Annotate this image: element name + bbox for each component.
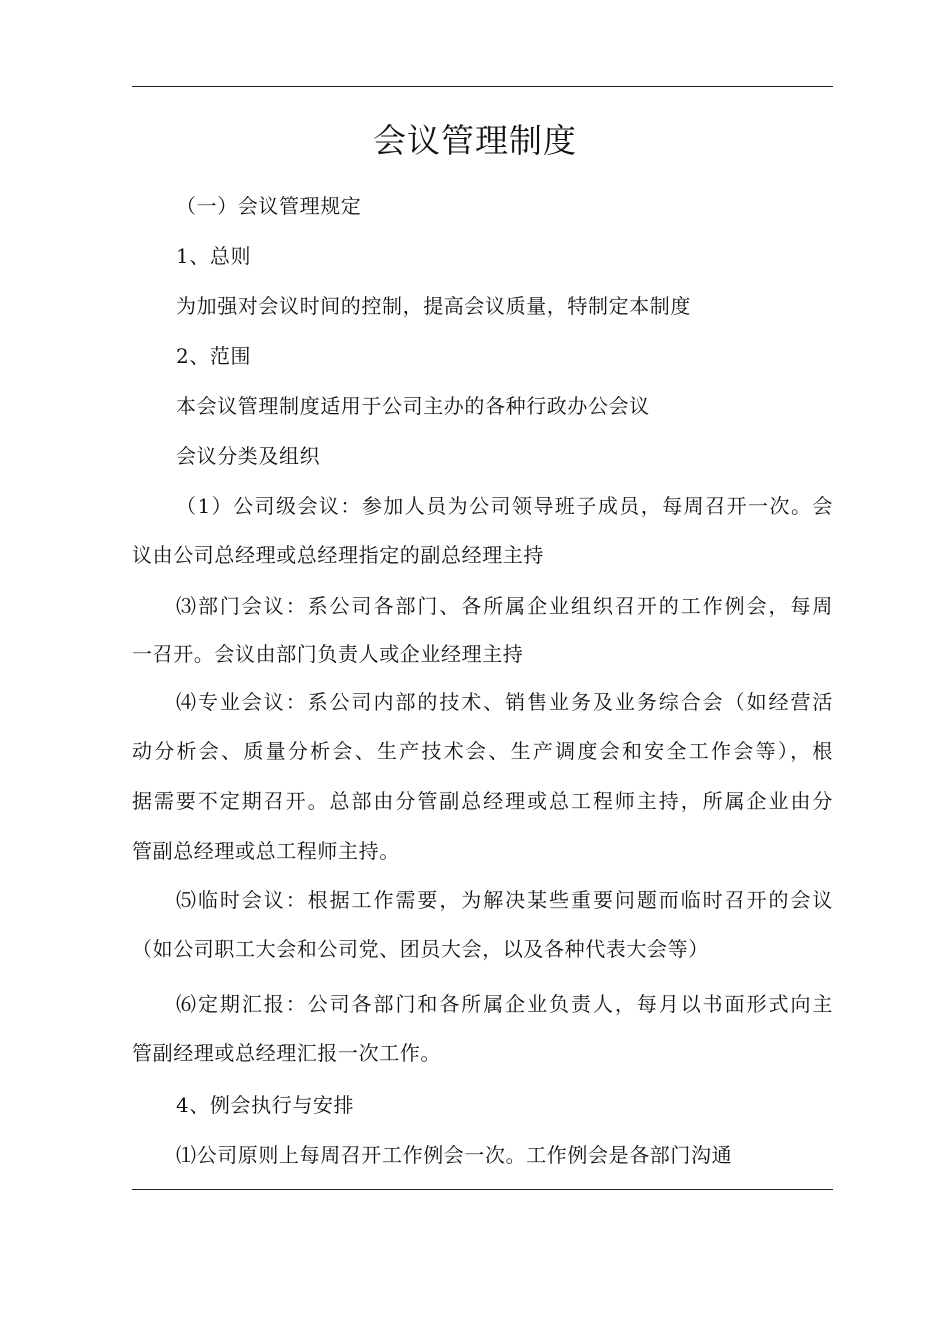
paragraph-line: 本会议管理制度适用于公司主办的各种行政办公会议 <box>176 394 650 418</box>
section-heading: （一）会议管理规定 <box>176 194 362 218</box>
paragraph-line: ⑶部门会议：系公司各部门、各所属企业组织召开的工作例会，每周 <box>176 594 833 618</box>
paragraph-line: 议由公司总经理或总经理指定的副总经理主持 <box>132 543 544 567</box>
subheading-meetings: 4、例会执行与安排 <box>176 1093 355 1117</box>
paragraph-line: ⑹定期汇报：公司各部门和各所属企业负责人，每月以书面形式向主 <box>176 992 833 1016</box>
subheading-scope: 2、范围 <box>176 344 252 368</box>
paragraph-line: （1）公司级会议：参加人员为公司领导班子成员，每周召开一次。会 <box>176 494 833 518</box>
footer-rule <box>132 1189 833 1190</box>
paragraph-line: ⑷专业会议：系公司内部的技术、销售业务及业务综合会（如经营活 <box>176 690 833 714</box>
paragraph-line: 管副经理或总经理汇报一次工作。 <box>132 1041 441 1065</box>
paragraph-line: 动分析会、质量分析会、生产技术会、生产调度会和安全工作会等），根 <box>132 739 833 763</box>
paragraph-line: ⑴公司原则上每周召开工作例会一次。工作例会是各部门沟通 <box>176 1143 733 1167</box>
subheading-classification: 会议分类及组织 <box>176 444 321 468</box>
paragraph-line: ⑸临时会议：根据工作需要，为解决某些重要问题而临时召开的会议 <box>176 888 833 912</box>
paragraph-line: 管副总经理或总工程师主持。 <box>132 839 400 863</box>
paragraph-line: 据需要不定期召开。总部由分管副总经理或总工程师主持，所属企业由分 <box>132 789 833 813</box>
header-rule <box>132 86 833 87</box>
paragraph-line: 为加强对会议时间的控制，提高会议质量，特制定本制度 <box>176 294 691 318</box>
paragraph-line: 一召开。会议由部门负责人或企业经理主持 <box>132 642 524 666</box>
subheading-general: 1、总则 <box>176 244 252 268</box>
paragraph-line: （如公司职工大会和公司党、团员大会，以及各种代表大会等） <box>132 937 709 961</box>
page-title: 会议管理制度 <box>373 121 577 160</box>
